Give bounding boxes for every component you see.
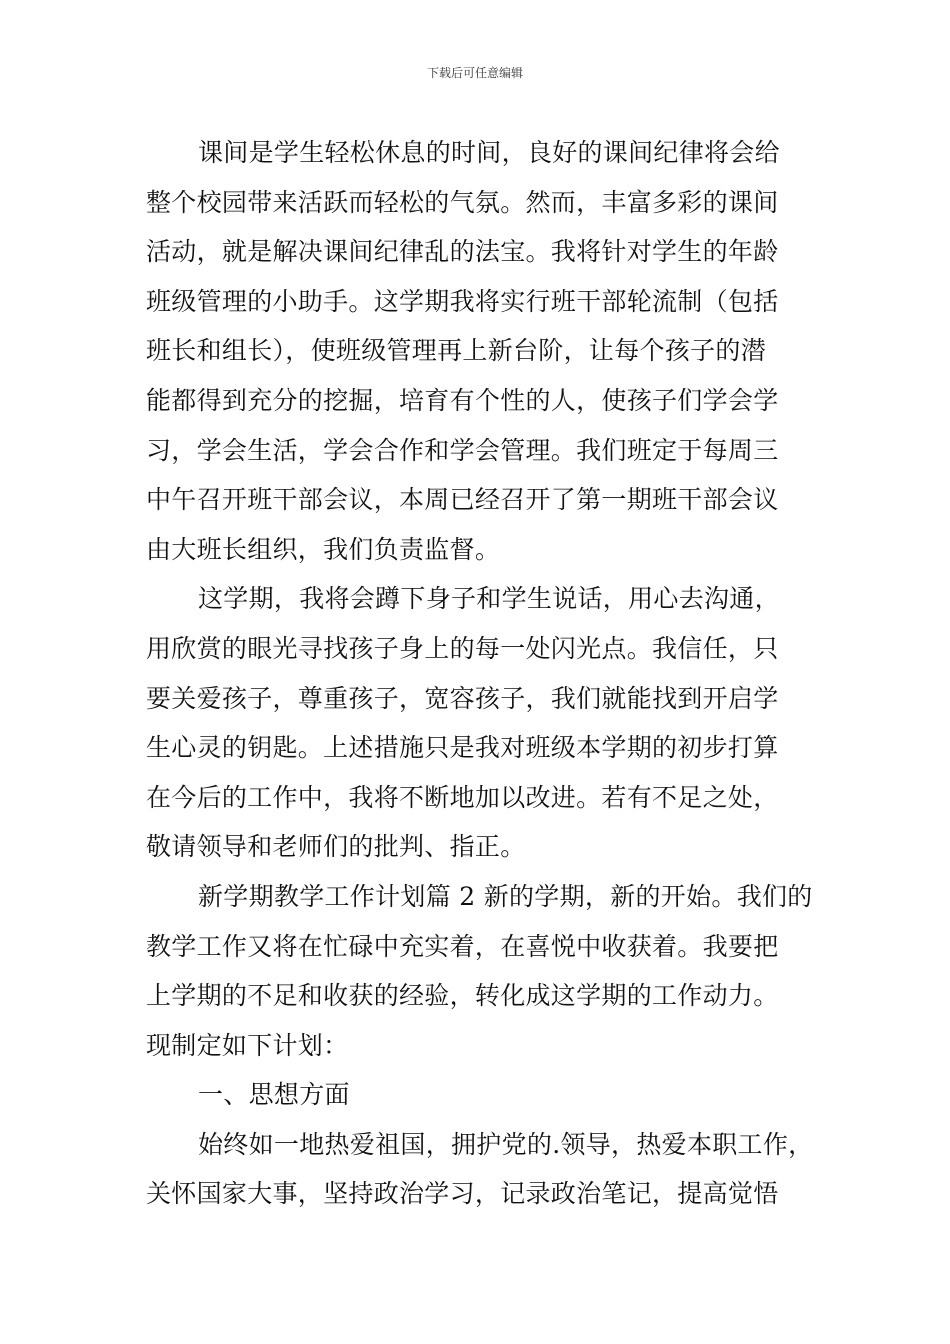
text-line: 活动，就是解决课间纪律乱的法宝。我将针对学生的年龄 (146, 237, 779, 267)
text-line: 始终如一地热爱祖国，拥护党的.领导，热爱本职工作， (198, 1129, 814, 1159)
text-line: 教学工作又将在忙碌中充实着，在喜悦中收获着。我要把 (146, 931, 779, 961)
text-line: 课间是学生轻松休息的时间，良好的课间纪律将会给 (198, 138, 780, 167)
text-line: 用欣赏的眼光寻找孩子身上的每一处闪光点。我信任，只 (146, 633, 779, 663)
text-line: 生心灵的钥匙。上述措施只是我对班级本学期的初步打算 (146, 733, 779, 763)
text-line: 一、思想方面 (198, 1080, 350, 1110)
document-body (146, 128, 836, 1219)
text-line: 整个校园带来活跃而轻松的气氛。然而，丰富多彩的课间 (146, 187, 779, 217)
text-line: 能都得到充分的挖掘，培育有个性的人，使孩子们学会学 (146, 385, 779, 415)
text-line: 上学期的不足和收获的经验，转化成这学期的工作动力。 (146, 981, 779, 1011)
text-line: 中午召开班干部会议，本周已经召开了第一期班干部会议 (146, 485, 779, 515)
text-line: 班级管理的小助手。这学期我将实行班干部轮流制（包括 (146, 286, 779, 316)
text-line: 要关爱孩子，尊重孩子，宽容孩子，我们就能找到开启学 (146, 683, 779, 713)
text-line: 习，学会生活，学会合作和学会管理。我们班定于每周三 (146, 435, 779, 465)
text-line: 在今后的工作中，我将不断地加以改进。若有不足之处， (146, 782, 779, 812)
text-line: 关怀国家大事，坚持政治学习，记录政治笔记，提高觉悟 (146, 1179, 779, 1209)
page-header: 下载后可任意编辑 (426, 66, 523, 80)
text-line: 班长和组长），使班级管理再上新台阶，让每个孩子的潜 (146, 336, 767, 366)
text-line: 敬请领导和老师们的批判、指正。 (146, 832, 526, 862)
text-line: 现制定如下计划： (146, 1030, 349, 1060)
text-line: 由大班长组织，我们负责监督。 (146, 534, 501, 564)
text-line: 这学期，我将会蹲下身子和学生说话，用心去沟通， (198, 584, 780, 614)
text-line: 新学期教学工作计划篇 2 新的学期，新的开始。我们的 (198, 881, 813, 911)
